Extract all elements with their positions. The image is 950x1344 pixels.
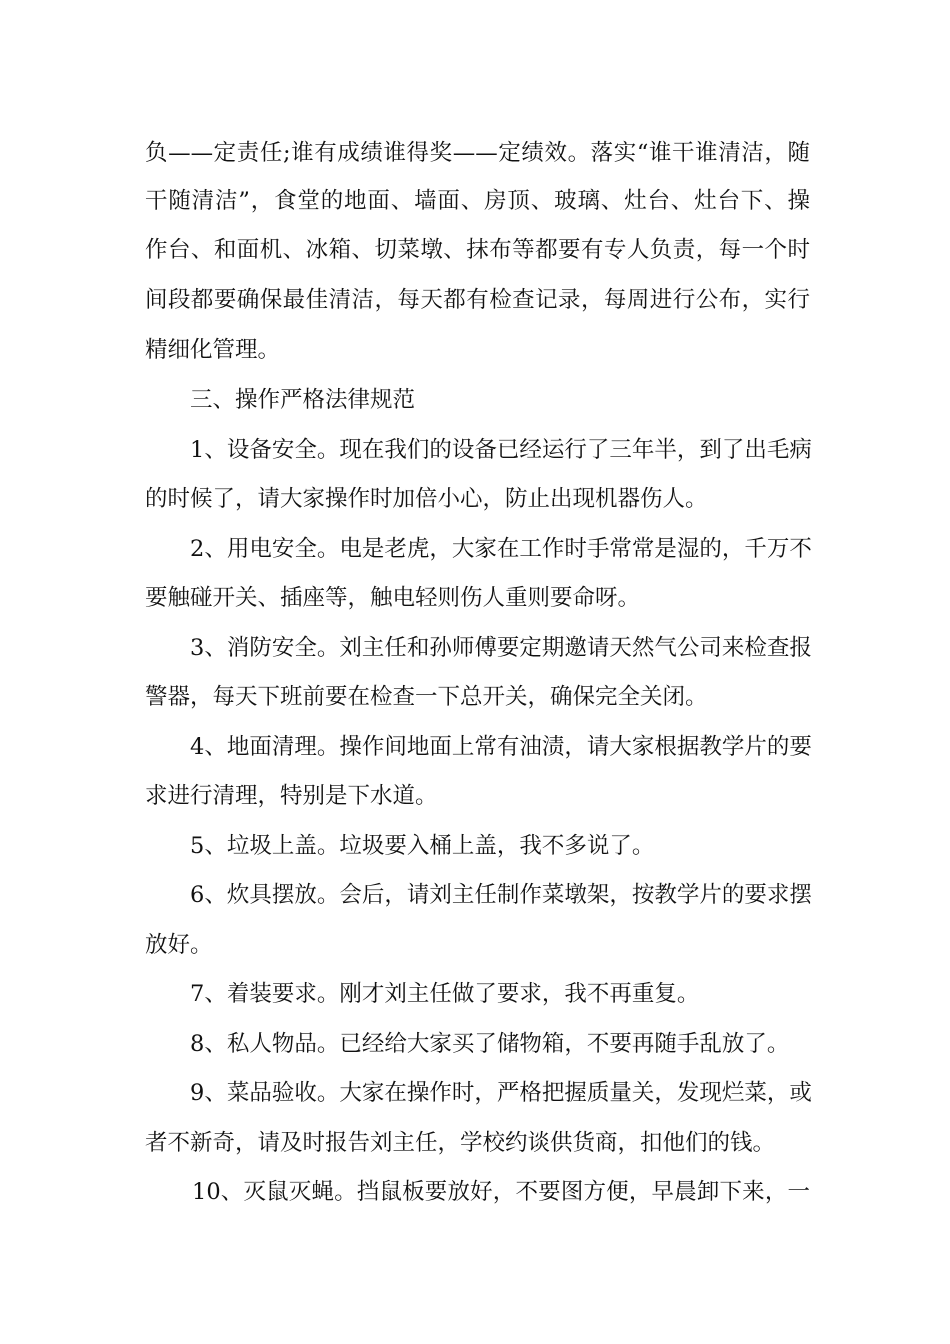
paragraph-line-3: 作台、和面机、冰箱、切菜墩、抹布等都要有专人负责，每一个时 bbox=[145, 237, 810, 263]
item-3-line-2: 警器，每天下班前要在检查一下总开关，确保完全关闭。 bbox=[145, 684, 708, 710]
paragraph-line-5: 精细化管理。 bbox=[145, 337, 281, 363]
item-6-line-1: 6、炊具摆放。会后，请刘主任制作菜墩架，按教学片的要求摆 bbox=[190, 882, 812, 908]
item-4-line-2: 求进行清理，特别是下水道。 bbox=[145, 783, 438, 809]
paragraph-line-2: 干随清洁”，食堂的地面、墙面、房顶、玻璃、灶台、灶台下、操 bbox=[145, 188, 810, 214]
item-1-line-2: 的时候了，请大家操作时加倍小心，防止出现机器伤人。 bbox=[145, 486, 708, 512]
item-9-line-1: 9、菜品验收。大家在操作时，严格把握质量关，发现烂菜，或 bbox=[190, 1080, 812, 1106]
item-2-line-2: 要触碰开关、插座等，触电轻则伤人重则要命呀。 bbox=[145, 585, 641, 611]
section-heading: 三、操作严格法律规范 bbox=[190, 387, 416, 413]
item-9-line-2: 者不新奇，请及时报告刘主任，学校约谈供货商，扣他们的钱。 bbox=[145, 1130, 776, 1156]
item-7-line-1: 7、着装要求。刚才刘主任做了要求，我不再重复。 bbox=[190, 981, 700, 1007]
item-2-line-1: 2、用电安全。电是老虎，大家在工作时手常常是湿的，千万不 bbox=[190, 536, 812, 562]
item-1-line-1: 1、设备安全。现在我们的设备已经运行了三年半，到了出毛病 bbox=[190, 437, 812, 463]
paragraph-line-1: 负——定责任;谁有成绩谁得奖——定绩效。落实“谁干谁清洁，随 bbox=[145, 140, 810, 166]
item-6-line-2: 放好。 bbox=[145, 932, 213, 958]
item-5-line-1: 5、垃圾上盖。垃圾要入桶上盖，我不多说了。 bbox=[190, 833, 655, 859]
item-10-line-1: 10、灭鼠灭蝇。挡鼠板要放好，不要图方便，早晨卸下来，一 bbox=[192, 1179, 810, 1205]
item-8-line-1: 8、私人物品。已经给大家买了储物箱，不要再随手乱放了。 bbox=[190, 1031, 790, 1057]
item-3-line-1: 3、消防安全。刘主任和孙师傅要定期邀请天然气公司来检查报 bbox=[190, 635, 812, 661]
item-4-line-1: 4、地面清理。操作间地面上常有油渍，请大家根据教学片的要 bbox=[190, 734, 812, 760]
paragraph-line-4: 间段都要确保最佳清洁，每天都有检查记录，每周进行公布，实行 bbox=[145, 287, 810, 313]
